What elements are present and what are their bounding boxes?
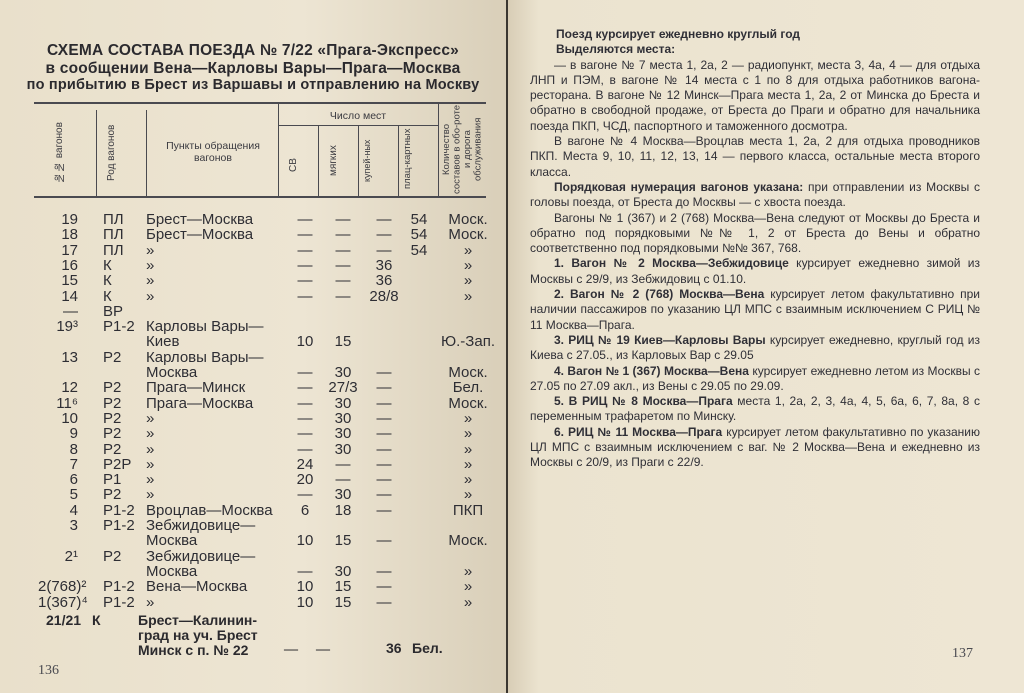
cell-k: — — [376, 455, 392, 473]
cell-n: 8 — [69, 440, 78, 458]
cell-sv: 10 — [296, 532, 314, 550]
cell-r: ВР — [103, 302, 124, 320]
last-row-points-3: Минск с п. № 22 — [138, 642, 249, 658]
cell-r: Р2 — [103, 425, 122, 443]
header-car-type: Род вагонов — [106, 124, 117, 182]
cell-p: Карловы Вары— — [146, 348, 264, 366]
cell-p: Прага—Москва — [146, 394, 254, 412]
cell-p: Зебжидовице— — [146, 547, 256, 565]
cell-p: Карловы Вары— — [146, 318, 264, 336]
table-row — [0, 425, 506, 441]
cell-o: » — [463, 455, 473, 473]
cell-o: Моск. — [448, 364, 488, 381]
cell-n: 9 — [69, 425, 78, 443]
header-count: Количество составов в обо-роте и дорога обслуживания — [441, 104, 484, 194]
cell-n: 15 — [61, 272, 78, 290]
cell-p: » — [146, 287, 155, 305]
cell-n: 4 — [69, 501, 78, 519]
right-page-text — [530, 27, 980, 471]
cell-p: Вроцлав—Москва — [146, 501, 273, 519]
left-page — [0, 0, 506, 693]
header-seats-group: Число мест — [329, 110, 387, 122]
cell-p: » — [146, 256, 155, 274]
table-row — [0, 456, 506, 472]
cell-sv: — — [297, 562, 313, 580]
cell-p: Москва — [146, 562, 198, 580]
cell-sv: — — [297, 272, 313, 290]
cell-k: — — [376, 409, 392, 427]
last-row-number: 21/21 — [46, 612, 82, 628]
cell-k: 36 — [375, 256, 393, 274]
cell-k: — — [376, 471, 392, 489]
cell-m: — — [335, 226, 351, 244]
cell-p: Брест—Москва — [146, 211, 254, 228]
cell-m: 15 — [334, 593, 352, 611]
cell-k: 36 — [375, 272, 393, 290]
header-sv: СВ — [288, 158, 299, 172]
cell-m: — — [335, 471, 351, 489]
cell-pl: 54 — [410, 226, 428, 244]
cell-sv: 20 — [296, 471, 314, 489]
cell-m: — — [335, 211, 351, 228]
cell-sv: — — [297, 241, 313, 259]
cell-sv: — — [297, 379, 313, 397]
cell-m: 15 — [334, 578, 352, 596]
cell-k: — — [376, 379, 392, 397]
cell-m: — — [335, 272, 351, 290]
footnote-1 — [530, 256, 980, 287]
cell-p: » — [146, 241, 155, 259]
cell-o: » — [463, 287, 473, 305]
cell-pl: 54 — [410, 211, 428, 228]
cell-r: Р1-2 — [103, 517, 135, 534]
cell-n: 7 — [69, 455, 78, 473]
cell-r: Р2 — [103, 348, 122, 366]
footnote-5 — [530, 394, 980, 425]
table-row — [0, 502, 506, 518]
header-top-rule — [34, 102, 486, 104]
cell-o: » — [463, 562, 473, 580]
table-row — [0, 532, 506, 548]
schema-title: СХЕМА СОСТАВА ПОЕЗДА № 7/22 «Прага-Экспресс» — [46, 42, 459, 59]
table-row — [0, 333, 506, 349]
cell-m: 30 — [334, 364, 352, 381]
cell-r: Р1-2 — [103, 578, 135, 596]
cell-n: 1(367)⁴ — [38, 593, 88, 611]
last-row-road: Бел. — [412, 640, 443, 656]
numbering-note-text: при отправлении из Москвы с головы поезда, от Бреста до Москвы — с хвоста поезда. — [530, 179, 980, 210]
cell-o: » — [463, 471, 473, 489]
table-row — [0, 288, 506, 304]
cell-o: » — [463, 272, 473, 290]
cell-k: — — [376, 578, 392, 596]
footnote-4-text: курсирует ежедневно летом из Москвы с 27.05 по 27.09 акл., из Вены с 29.05 по 29.09. — [530, 363, 980, 393]
table-row — [0, 410, 506, 426]
vienna-cars-note: Вагоны № 1 (367) и 2 (768) Москва—Вена следуют от Москвы до Бреста и обратно под порядковыми №№ 1, 2 от Бреста до Вены и обратно соответственно под порядковыми №№ 367, 768. — [530, 210, 980, 256]
header-kupe: купей-ных — [362, 139, 372, 183]
cell-o: » — [463, 409, 473, 427]
cell-o: » — [463, 256, 473, 274]
cell-k: — — [376, 440, 392, 458]
cell-n: 13 — [61, 348, 78, 366]
cell-sv: — — [297, 440, 313, 458]
cell-k: — — [376, 226, 392, 244]
cell-p: Москва — [146, 532, 198, 550]
cell-k: — — [376, 425, 392, 443]
reserved-seats-text: — в вагоне № 7 места 1, 2а, 2 — радиопункт, места 3, 4а, 4 — для отдыха ЛНП и ПЭМ, в вагоне № 14 места с 1 по 8 для отдыха работников вагона-ресторана. В вагоне № 12 Минск—Прага места 1, 2а, 2 от Минска до Бреста и обратно в свободной продаже, от Бреста до Праги и обратно для начальника поезда ПКП, ЧСД, паспортного и таможенного досмотра. — [530, 57, 980, 133]
cell-sv: — — [297, 364, 313, 381]
schema-subtitle-1: в сообщении Вена—Карловы Вары—Прага—Москва — [45, 60, 461, 77]
table-row — [0, 318, 506, 334]
cell-r: Р1-2 — [103, 593, 135, 611]
cell-p: Киев — [146, 333, 180, 351]
cell-n: 19³ — [56, 318, 78, 336]
cell-n: — — [63, 302, 78, 320]
numbering-note — [530, 180, 980, 211]
table-row — [0, 563, 506, 579]
cell-p: » — [146, 272, 155, 290]
col-divider — [438, 103, 439, 196]
car-4-text: В вагоне № 4 Москва—Вроцлав места 1, 2а, 2 для отдыха проводников ПКП. Места 9, 10, 11, 12, 13, 14 — первого класса, остальные места второго класса. — [530, 134, 980, 179]
footnote-6 — [530, 425, 980, 471]
cell-n: 3 — [69, 517, 78, 534]
cell-sv: 10 — [296, 333, 314, 351]
cell-r: ПЛ — [103, 211, 124, 228]
cell-k: — — [376, 364, 392, 381]
footnote-6-text: курсирует летом факультативно по указанию ЦЛ МПС с взаимным исключением с ваг. № 2 Москва—Вена и ежедневно из Москвы с 20/9, из Праги с 22/9. — [530, 424, 980, 470]
cell-p: » — [146, 440, 155, 458]
cell-o: » — [463, 241, 473, 259]
table-row — [0, 242, 506, 258]
cell-n: 2¹ — [64, 547, 78, 565]
cell-o: ПКП — [452, 501, 484, 519]
cell-p: Зебжидовице— — [146, 517, 256, 534]
cell-p: » — [146, 486, 155, 504]
header-car-numbers: №№ вагонов — [54, 122, 65, 184]
col-divider — [146, 110, 147, 196]
footnote-6-label: 6. РИЦ № 11 Москва—Прага — [554, 424, 723, 439]
footnote-2-text: курсирует летом факультативно при наличии пассажиров по указанию ЦЛ МПС с взаимным исключением С РИЦ № 11 Москва—Прага. — [530, 287, 980, 332]
cell-k: — — [376, 562, 392, 580]
schema-subtitle-2: по прибытию в Брест из Варшавы и отправлению на Москву — [26, 77, 480, 93]
cell-p: Прага—Минск — [146, 379, 246, 397]
cell-sv: 10 — [296, 578, 314, 596]
table-row — [0, 517, 506, 533]
cell-p: » — [146, 593, 155, 611]
table-row — [0, 303, 506, 319]
cell-m: 30 — [334, 562, 352, 580]
cell-sv: — — [297, 287, 313, 305]
table-row — [0, 486, 506, 502]
footnote-1-label: 1. Вагон № 2 Москва—Зебжидовице — [554, 256, 789, 271]
cell-r: Р2 — [103, 394, 122, 412]
cell-p: Вена—Москва — [146, 578, 248, 596]
numbering-note-label: Порядковая нумерация вагонов указана: — [554, 179, 804, 194]
cell-r: К — [103, 272, 112, 290]
table-row — [0, 471, 506, 487]
cell-n: 5 — [69, 486, 78, 504]
cell-m: 27/3 — [328, 379, 358, 397]
cell-r: Р2 — [103, 440, 122, 458]
cell-sv: — — [297, 425, 313, 443]
reserved-seats-heading: Выделяются места: — [556, 42, 676, 57]
footnote-2 — [530, 287, 980, 333]
page-number-left: 136 — [38, 663, 59, 678]
cell-m: 15 — [334, 532, 352, 550]
cell-m: 18 — [334, 501, 352, 519]
cell-n: 16 — [61, 256, 78, 274]
table-row — [0, 548, 506, 564]
cell-m: 30 — [334, 486, 352, 504]
table-row — [0, 594, 506, 610]
last-row-dash-soft: — — [316, 642, 330, 657]
table-row — [0, 349, 506, 365]
footnote-3-label: 3. РИЦ № 19 Киев—Карловы Вары — [554, 332, 766, 347]
footnote-1-text: курсирует ежедневно зимой из Москвы с 29/9, из Зебжидовиц с 01.10. — [530, 256, 980, 286]
cell-k: — — [376, 241, 392, 259]
cell-k: 28/8 — [369, 287, 399, 305]
header-points: Пункты обращения вагонов — [166, 140, 260, 164]
cell-p: » — [146, 455, 155, 473]
cell-o: Моск. — [448, 211, 488, 228]
cell-r: Р1 — [103, 471, 122, 489]
cell-sv: 10 — [296, 593, 314, 611]
footnote-4 — [530, 364, 980, 395]
cell-r: Р2 — [103, 547, 122, 565]
cell-pl: 54 — [410, 241, 428, 259]
cell-p: Москва — [146, 364, 198, 381]
col-divider — [358, 125, 359, 196]
last-row-kupe: 36 — [386, 640, 402, 656]
cell-m: 30 — [334, 394, 352, 412]
schedule-note: Поезд курсирует ежедневно круглый год — [556, 27, 800, 41]
cell-k: — — [376, 486, 392, 504]
cell-r: Р2 — [103, 486, 122, 504]
cell-o: Ю.-Зап. — [440, 333, 495, 351]
table-row — [0, 395, 506, 411]
last-row-points-1: Брест—Калинин- — [138, 612, 258, 628]
table-row — [0, 379, 506, 395]
cell-o: Моск. — [448, 532, 488, 550]
cell-m: 15 — [334, 333, 352, 351]
col-divider — [318, 125, 319, 196]
table-row — [0, 364, 506, 380]
cell-sv: — — [297, 226, 313, 244]
cell-o: Моск. — [448, 394, 488, 412]
footnote-2-label: 2. Вагон № 2 (768) Москва—Вена — [554, 287, 765, 302]
table-row — [0, 272, 506, 288]
footnote-3-text: курсирует ежедневно, круглый год из Киева с 27.05., из Карловых Вар с 29.05 — [530, 332, 981, 363]
cell-n: 17 — [61, 241, 78, 259]
last-row-points-2: град на уч. Брест — [138, 627, 258, 643]
cell-sv: 6 — [300, 501, 310, 519]
cell-k: — — [376, 501, 392, 519]
cell-o: » — [463, 593, 473, 611]
cell-m: — — [335, 241, 351, 259]
cell-k: — — [376, 593, 392, 611]
cell-p: » — [146, 425, 155, 443]
cell-o: » — [463, 486, 473, 504]
header-soft: мягких — [328, 145, 339, 177]
footnote-4-label: 4. Вагон № 1 (367) Москва—Вена — [554, 363, 749, 378]
col-divider — [398, 125, 399, 196]
cell-m: 30 — [334, 425, 352, 443]
cell-m: 30 — [334, 409, 352, 427]
cell-o: » — [463, 578, 473, 596]
cell-r: Р1-2 — [103, 501, 135, 519]
table-row — [0, 211, 506, 227]
cell-o: » — [463, 425, 473, 443]
cell-r: Р2 — [103, 409, 122, 427]
cell-sv: — — [297, 409, 313, 427]
cell-k: — — [376, 394, 392, 412]
last-row-type: К — [92, 612, 101, 628]
cell-k: — — [376, 211, 392, 228]
cell-m: 30 — [334, 440, 352, 458]
cell-r: ПЛ — [103, 226, 124, 244]
cell-sv: — — [297, 256, 313, 274]
header-bottom-rule — [34, 196, 486, 198]
table-row — [0, 226, 506, 242]
cell-m: — — [335, 256, 351, 274]
col-divider — [96, 110, 97, 196]
cell-o: Моск. — [448, 226, 488, 244]
cell-r: К — [103, 256, 112, 274]
cell-sv: — — [297, 486, 313, 504]
last-row-dash-sv: — — [284, 642, 298, 657]
footnote-5-label: 5. В РИЦ № 8 Москва—Прага — [554, 394, 733, 409]
cell-r: Р2 — [103, 379, 122, 397]
page-number-right: 137 — [952, 646, 973, 661]
cell-k: — — [376, 532, 392, 550]
cell-n: 6 — [69, 471, 78, 489]
cell-p: » — [146, 409, 155, 427]
table-row — [0, 441, 506, 457]
cell-m: — — [335, 287, 351, 305]
header-plac: плац-картных — [402, 128, 413, 190]
cell-r: Р2Р — [103, 455, 132, 473]
cell-n: 10 — [61, 409, 78, 427]
footnote-3 — [530, 333, 980, 364]
cell-m: — — [335, 455, 351, 473]
cell-r: Р1-2 — [103, 318, 135, 336]
cell-r: ПЛ — [103, 241, 124, 259]
cell-r: К — [103, 287, 112, 305]
cell-n: 2(768)² — [38, 578, 87, 596]
cell-n: 19 — [61, 211, 78, 228]
cell-sv: — — [297, 394, 313, 412]
cell-o: » — [463, 440, 473, 458]
cell-n: 12 — [61, 379, 78, 397]
cell-n: 14 — [61, 287, 78, 305]
cell-sv: — — [297, 211, 313, 228]
cell-p: » — [146, 471, 155, 489]
footnote-5-text: места 1, 2а, 2, 3, 4а, 4, 5, 6а, 6, 7, 8а, 8 с переменным трафаретом по Минску. — [530, 394, 980, 424]
cell-p: Брест—Москва — [146, 226, 254, 244]
cell-sv: 24 — [296, 455, 314, 473]
cell-n: 18 — [61, 226, 78, 244]
table-row — [0, 257, 506, 273]
table-row — [0, 578, 506, 594]
cell-n: 11⁶ — [56, 394, 78, 412]
cell-o: Бел. — [452, 379, 484, 397]
